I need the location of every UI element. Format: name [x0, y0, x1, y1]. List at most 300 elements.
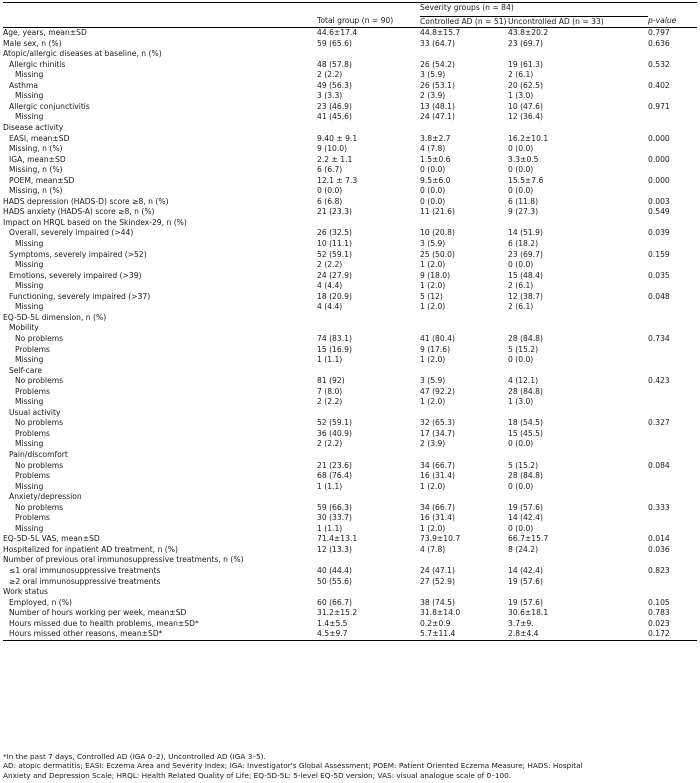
row-label: Overall, severely impaired (>44) [9, 228, 134, 238]
row-label: Missing, n (%) [9, 165, 63, 175]
col-total: Total group (n = 90) [317, 16, 420, 28]
cell-uncontrolled [508, 323, 648, 334]
cell-controlled [420, 49, 508, 60]
cell-uncontrolled: 28 (84.8) [508, 333, 543, 343]
cell-p-value [648, 482, 697, 493]
table-row [3, 102, 697, 113]
table-row [3, 524, 697, 535]
table-row [3, 112, 697, 123]
cell-p-value [648, 408, 697, 419]
cell-total: 30 (33.7) [317, 513, 352, 523]
cell-p-value [648, 587, 697, 598]
cell-total: 23 (46.9) [317, 101, 352, 111]
table-row [3, 81, 697, 92]
cell-p-value: 0.783 [648, 608, 670, 618]
cell-controlled [420, 366, 508, 377]
cell-p-value: 0.003 [648, 196, 670, 206]
row-label: HADS depression (HADS-D) score ≥8, n (%) [3, 196, 169, 206]
row-label: No problems [15, 418, 64, 428]
cell-uncontrolled: 23 (69.7) [508, 38, 543, 48]
table-row [3, 176, 697, 187]
cell-controlled: 10 (20.8) [420, 228, 455, 238]
cell-total: 6 (6.7) [317, 165, 343, 175]
cell-uncontrolled: 2.8±4.4 [508, 629, 648, 640]
cell-controlled: 3 (5.9) [420, 70, 446, 80]
table-row [3, 155, 697, 166]
col-variable [3, 16, 317, 28]
cell-uncontrolled [508, 49, 648, 60]
cell-uncontrolled: 0 (0.0) [508, 481, 534, 491]
cell-uncontrolled: 14 (42.4) [508, 513, 543, 523]
table-row [3, 471, 697, 482]
cell-controlled: 9.5±6.0 [420, 175, 451, 185]
row-label: Problems [15, 386, 51, 396]
cell-uncontrolled: 15 (45.5) [508, 428, 543, 438]
cell-uncontrolled: 6 (18.2) [508, 239, 539, 249]
cell-p-value [648, 260, 697, 271]
cell-total: 36 (40.9) [317, 428, 352, 438]
table-row [3, 70, 697, 81]
cell-controlled: 0 (0.0) [420, 196, 446, 206]
cell-uncontrolled [508, 313, 648, 324]
table-row [3, 429, 697, 440]
cell-controlled: 41 (80.4) [420, 333, 455, 343]
cell-p-value [648, 112, 697, 123]
row-label: Self-care [9, 365, 43, 375]
cell-p-value: 0.159 [648, 249, 670, 259]
cell-total: 6 (6.8) [317, 196, 343, 206]
row-label: Hours missed due to health problems, mean±SD* [9, 618, 199, 628]
cell-uncontrolled: 19 (57.6) [508, 576, 543, 586]
table-row [3, 228, 697, 239]
table-row [3, 260, 697, 271]
cell-uncontrolled: 0 (0.0) [508, 523, 534, 533]
cell-controlled: 44.8±15.7 [420, 28, 461, 38]
row-label: Employed, n (%) [9, 597, 72, 607]
cell-uncontrolled: 19 (61.3) [508, 59, 543, 69]
row-label: Mobility [9, 323, 39, 333]
cell-total: 1 (1.1) [317, 523, 343, 533]
cell-p-value: 0.327 [648, 418, 670, 428]
cell-total: 21 (23.6) [317, 460, 352, 470]
table-row [3, 271, 697, 282]
cell-uncontrolled: 14 (42.4) [508, 565, 543, 575]
row-label: Age, years, mean±SD [3, 28, 87, 38]
cell-p-value [648, 313, 697, 324]
cell-total: 52 (59.1) [317, 249, 352, 259]
row-label: Missing [15, 70, 44, 80]
cell-total: 7 (8.0) [317, 386, 343, 396]
table-row [3, 207, 697, 218]
cell-total: 71.4±13.1 [317, 534, 358, 544]
cell-uncontrolled: 0 (0.0) [508, 186, 534, 196]
table-row [3, 376, 697, 387]
cell-total: 1 (1.1) [317, 481, 343, 491]
row-label: Missing [15, 302, 44, 312]
cell-total: 41 (45.6) [317, 112, 352, 122]
cell-uncontrolled: 6 (11.8) [508, 196, 539, 206]
table-container [3, 2, 697, 641]
cell-controlled: 1 (2.0) [420, 281, 446, 291]
cell-p-value: 0.000 [648, 133, 670, 143]
cell-p-value [648, 91, 697, 102]
cell-total [317, 492, 420, 503]
cell-p-value [648, 555, 697, 566]
cell-uncontrolled [508, 555, 648, 566]
cell-controlled: 2 (3.9) [420, 439, 446, 449]
table-row [3, 313, 697, 324]
cell-p-value [648, 70, 697, 81]
row-label: EQ-5D-5L VAS, mean±SD [3, 534, 100, 544]
cell-controlled: 26 (54.2) [420, 59, 455, 69]
cell-uncontrolled: 14 (51.9) [508, 228, 543, 238]
row-label: Male sex, n (%) [3, 38, 62, 48]
table-row [3, 123, 697, 134]
row-label: EASI, mean±SD [9, 133, 70, 143]
cell-uncontrolled [508, 408, 648, 419]
cell-total: 4.5±9.7 [317, 629, 420, 640]
cell-p-value [648, 471, 697, 482]
cell-controlled: 9 (17.6) [420, 344, 451, 354]
cell-controlled: 5.7±11.4 [420, 629, 508, 640]
cell-uncontrolled: 18 (54.5) [508, 418, 543, 428]
cell-p-value: 0.532 [648, 59, 670, 69]
cell-p-value [648, 439, 697, 450]
table-row [3, 134, 697, 145]
cell-controlled: 73.9±10.7 [420, 534, 461, 544]
cell-p-value [648, 366, 697, 377]
cell-total: 9 (10.0) [317, 144, 348, 154]
cell-total [317, 366, 420, 377]
cell-p-value [648, 450, 697, 461]
table-row [3, 619, 697, 630]
row-label: Number of previous oral immunosuppressive treatments, n (%) [3, 555, 244, 565]
cell-total: 3 (3.3) [317, 91, 343, 101]
row-label: Missing, n (%) [9, 186, 63, 196]
cell-uncontrolled: 2 (6.1) [508, 281, 534, 291]
cell-uncontrolled: 12 (38.7) [508, 291, 543, 301]
cell-uncontrolled: 23 (69.7) [508, 249, 543, 259]
cell-controlled: 4 (7.8) [420, 144, 446, 154]
cell-total: 15 (16.9) [317, 344, 352, 354]
table-row [3, 60, 697, 71]
cell-controlled [420, 587, 508, 598]
cell-uncontrolled: 0 (0.0) [508, 165, 534, 175]
cell-p-value [648, 524, 697, 535]
cell-p-value: 0.035 [648, 270, 670, 280]
cell-p-value [648, 492, 697, 503]
cell-controlled: 1 (2.0) [420, 523, 446, 533]
cell-p-value [648, 218, 697, 229]
row-label: Missing [15, 112, 44, 122]
header-row-top [3, 3, 697, 17]
cell-controlled [420, 313, 508, 324]
cell-p-value [648, 281, 697, 292]
table-row [3, 587, 697, 598]
cell-controlled: 34 (66.7) [420, 502, 455, 512]
table-row [3, 39, 697, 50]
cell-total: 40 (44.4) [317, 565, 352, 575]
cell-total [317, 123, 420, 134]
cell-controlled [420, 492, 508, 503]
table-row [3, 555, 697, 566]
cell-controlled: 11 (21.6) [420, 207, 455, 217]
cell-controlled: 24 (47.1) [420, 565, 455, 575]
cell-total: 24 (27.9) [317, 270, 352, 280]
cell-uncontrolled: 1 (3.0) [508, 91, 534, 101]
cell-controlled [420, 218, 508, 229]
table-row [3, 534, 697, 545]
cell-total: 12 (13.3) [317, 544, 352, 554]
col-controlled: Controlled AD (n = 51) [420, 16, 508, 28]
row-label: HADS anxiety (HADS-A) score ≥8, n (%) [3, 207, 155, 217]
row-label: No problems [15, 333, 64, 343]
table-row [3, 91, 697, 102]
cell-p-value: 0.036 [648, 544, 670, 554]
cell-controlled: 1 (2.0) [420, 397, 446, 407]
cell-uncontrolled: 20 (62.5) [508, 80, 543, 90]
row-label: Pain/discomfort [9, 449, 68, 459]
cell-controlled: 26 (53.1) [420, 80, 455, 90]
cell-controlled: 3 (5.9) [420, 376, 446, 386]
row-label: Atopic/allergic diseases at baseline, n (%) [3, 49, 162, 59]
row-label: Missing [15, 355, 44, 365]
cell-uncontrolled: 28 (84.8) [508, 471, 543, 481]
row-label: Allergic rhinitis [9, 59, 66, 69]
table-row [3, 513, 697, 524]
cell-uncontrolled: 12 (36.4) [508, 112, 543, 122]
cell-uncontrolled: 28 (84.8) [508, 386, 543, 396]
results-table [3, 2, 697, 641]
cell-uncontrolled: 3.3±0.5 [508, 154, 539, 164]
cell-controlled [420, 450, 508, 461]
cell-uncontrolled: 0 (0.0) [508, 439, 534, 449]
table-row [3, 355, 697, 366]
row-label: Asthma [9, 80, 38, 90]
cell-uncontrolled: 66.7±15.7 [508, 534, 549, 544]
footnote: Anxiety and Depression Scale; HRQL: Health Related Quality of Life; EQ-5D-5L: 5-level EQ-5D version; VAS: visual analogue scale of 0–100. [3, 770, 512, 780]
cell-controlled: 32 (65.3) [420, 418, 455, 428]
row-label: ≤1 oral immunosuppressive treatments [9, 565, 161, 575]
cell-p-value [648, 429, 697, 440]
cell-uncontrolled [508, 123, 648, 134]
cell-total: 59 (65.6) [317, 38, 352, 48]
cell-p-value [648, 165, 697, 176]
table-row [3, 503, 697, 514]
row-label: EQ-5D-5L dimension, n (%) [3, 312, 107, 322]
cell-total: 48 (57.8) [317, 59, 352, 69]
cell-controlled: 1.5±0.6 [420, 154, 451, 164]
cell-p-value [648, 577, 697, 588]
cell-total: 2.2 ± 1.1 [317, 154, 353, 164]
cell-p-value [648, 49, 697, 60]
cell-p-value [648, 123, 697, 134]
cell-total: 50 (55.6) [317, 576, 352, 586]
cell-uncontrolled: 0 (0.0) [508, 144, 534, 154]
cell-total: 12.1 ± 7.3 [317, 175, 358, 185]
severity-group-header: Severity groups (n = 84) [420, 3, 648, 17]
table-body [3, 28, 697, 641]
cell-controlled: 34 (66.7) [420, 460, 455, 470]
cell-total: 10 (11.1) [317, 239, 352, 249]
cell-controlled [420, 323, 508, 334]
cell-controlled: 13 (48.1) [420, 101, 455, 111]
table-row [3, 545, 697, 556]
row-label: Work status [3, 587, 48, 597]
row-label: No problems [15, 376, 64, 386]
footnotes [3, 752, 697, 780]
cell-p-value [648, 323, 697, 334]
table-row [3, 250, 697, 261]
table-row [3, 302, 697, 313]
row-label: Emotions, severely impaired (>39) [9, 270, 142, 280]
cell-controlled: 33 (64.7) [420, 38, 455, 48]
cell-total: 59 (66.3) [317, 502, 352, 512]
cell-total: 1 (1.1) [317, 355, 343, 365]
cell-p-value: 0.636 [648, 38, 670, 48]
table-row [3, 218, 697, 229]
table-row [3, 418, 697, 429]
cell-p-value: 0.423 [648, 376, 670, 386]
cell-uncontrolled: 5 (15.2) [508, 344, 539, 354]
table-row [3, 450, 697, 461]
row-label: Hours missed other reasons, mean±SD* [3, 629, 317, 640]
table-row [3, 292, 697, 303]
cell-controlled: 9 (18.0) [420, 270, 451, 280]
cell-p-value: 0.823 [648, 565, 670, 575]
cell-total: 81 (92) [317, 376, 345, 386]
row-label: Missing [15, 260, 44, 270]
row-label: Number of hours working per week, mean±SD [9, 608, 187, 618]
cell-uncontrolled: 0 (0.0) [508, 355, 534, 365]
row-label: Missing [15, 397, 44, 407]
cell-uncontrolled [508, 366, 648, 377]
cell-p-value [648, 355, 697, 366]
cell-controlled: 4 (7.8) [420, 544, 446, 554]
table-row [3, 439, 697, 450]
cell-total: 18 (20.9) [317, 291, 352, 301]
cell-p-value: 0.084 [648, 460, 670, 470]
cell-total: 1.4±5.5 [317, 618, 348, 628]
cell-uncontrolled: 15 (48.4) [508, 270, 543, 280]
cell-controlled: 17 (34.7) [420, 428, 455, 438]
cell-controlled: 1 (2.0) [420, 355, 446, 365]
row-label: Missing [15, 523, 44, 533]
table-row [3, 165, 697, 176]
header-row [3, 16, 697, 28]
row-label: Missing [15, 91, 44, 101]
cell-total: 21 (23.3) [317, 207, 352, 217]
cell-uncontrolled [508, 492, 648, 503]
col-p-value: p-value [648, 16, 697, 28]
table-row [3, 598, 697, 609]
cell-total [317, 450, 420, 461]
cell-total: 0 (0.0) [317, 186, 343, 196]
cell-total: 26 (32.5) [317, 228, 352, 238]
cell-controlled: 0 (0.0) [420, 165, 446, 175]
cell-controlled: 38 (74.5) [420, 597, 455, 607]
cell-p-value: 0.333 [648, 502, 670, 512]
table-row [3, 49, 697, 60]
cell-p-value [648, 186, 697, 197]
cell-p-value: 0.039 [648, 228, 670, 238]
cell-p-value [648, 387, 697, 398]
cell-controlled: 0 (0.0) [420, 186, 446, 196]
cell-controlled: 25 (50.0) [420, 249, 455, 259]
row-label: Missing [15, 239, 44, 249]
cell-controlled: 1 (2.0) [420, 481, 446, 491]
cell-total: 2 (2.2) [317, 439, 343, 449]
cell-total [317, 408, 420, 419]
table-row [3, 281, 697, 292]
row-label: Hospitalized for inpatient AD treatment, n (%) [3, 544, 178, 554]
row-label: Missing, n (%) [9, 144, 63, 154]
cell-controlled: 16 (31.4) [420, 513, 455, 523]
cell-p-value: 0.971 [648, 101, 670, 111]
table-row [3, 461, 697, 472]
row-label: Problems [15, 344, 51, 354]
cell-p-value [648, 302, 697, 313]
cell-controlled: 1 (2.0) [420, 260, 446, 270]
cell-total: 68 (76.4) [317, 471, 352, 481]
table-row [3, 566, 697, 577]
cell-p-value: 0.105 [648, 597, 670, 607]
cell-p-value: 0.000 [648, 154, 670, 164]
footnote: AD: atopic dermatitis; EASI: Eczema Area and Severity Index; IGA: Investigator's Global Assessment; POEM: Patient Oriented Eczema Measure; HADS: Hospital [3, 761, 583, 771]
row-label: Problems [15, 471, 51, 481]
row-label: No problems [15, 502, 64, 512]
cell-controlled: 24 (47.1) [420, 112, 455, 122]
cell-controlled [420, 408, 508, 419]
cell-p-value [648, 345, 697, 356]
cell-p-value: 0.549 [648, 207, 670, 217]
cell-total: 2 (2.2) [317, 397, 343, 407]
row-label: Impact on HRQL based on the Skindex-29, n (%) [3, 217, 187, 227]
table-row [3, 239, 697, 250]
row-label: No problems [15, 460, 64, 470]
cell-p-value: 0.172 [648, 629, 697, 640]
col-uncontrolled: Uncontrolled AD (n = 33) [508, 16, 648, 28]
table-row [3, 366, 697, 377]
row-label: Disease activity [3, 123, 64, 133]
row-label: Symptoms, severely impaired (>52) [9, 249, 147, 259]
cell-total: 4 (4.4) [317, 302, 343, 312]
cell-controlled [420, 123, 508, 134]
cell-uncontrolled: 1 (3.0) [508, 397, 534, 407]
table-row [3, 577, 697, 588]
table-row [3, 629, 697, 640]
cell-uncontrolled: 2 (6.1) [508, 302, 534, 312]
table-row [3, 323, 697, 334]
footnote: *In the past 7 days, Controlled AD (IGA 0–2), Uncontrolled AD (IGA 3–5). [3, 752, 266, 761]
row-label: POEM, mean±SD [9, 175, 75, 185]
row-label: Missing [15, 481, 44, 491]
row-label: Problems [15, 428, 51, 438]
cell-total: 49 (56.3) [317, 80, 352, 90]
cell-total: 44.6±17.4 [317, 28, 358, 38]
cell-controlled: 16 (31.4) [420, 471, 455, 481]
cell-p-value: 0.734 [648, 333, 670, 343]
cell-controlled: 31.8±14.0 [420, 608, 461, 618]
row-label: Usual activity [9, 407, 61, 417]
cell-controlled: 3 (5.9) [420, 239, 446, 249]
cell-controlled: 3.8±2.7 [420, 133, 451, 143]
cell-uncontrolled: 19 (57.6) [508, 597, 543, 607]
cell-p-value [648, 239, 697, 250]
cell-controlled: 47 (92.2) [420, 386, 455, 396]
row-label: Problems [15, 513, 51, 523]
table-row [3, 408, 697, 419]
